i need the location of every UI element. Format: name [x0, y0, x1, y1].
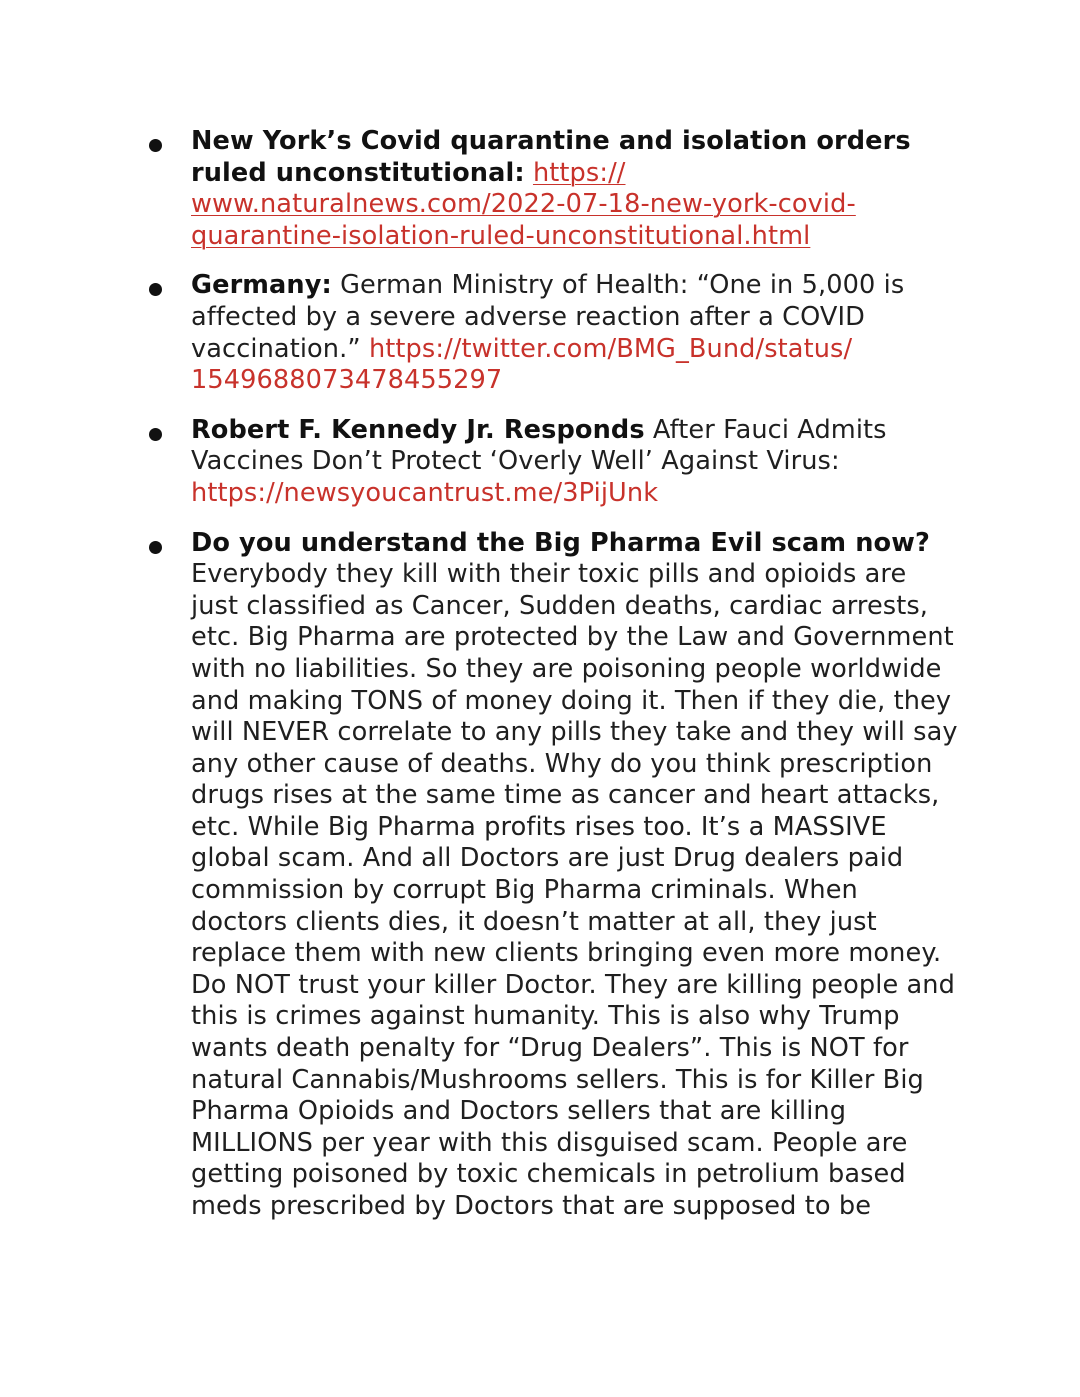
list-item-text [191, 270, 961, 396]
twitter-link[interactable]: https://twitter.com/BMG_Bund/status/ 1549688073478455297 [191, 333, 853, 396]
item-heading: Do you understand the Big Pharma Evil scam now? [191, 527, 930, 558]
list-item-big-pharma [0, 528, 1080, 1223]
naturalnews-link[interactable]: https:// www.naturalnews.com/2022-07-18-new-york-covid-quarantine-isolation-ruled-unconstitutional.html [191, 157, 856, 251]
bullet-icon [149, 139, 162, 152]
bullet-icon [149, 541, 162, 554]
item-body: German Ministry of Health: “One in 5,000 is affected by a severe adverse reaction after a COVID vaccination.” [191, 270, 905, 364]
newsyoucantrust-link[interactable]: https://newsyoucantrust.me/3PijUnk [191, 477, 659, 508]
bullet-icon [149, 283, 162, 296]
list-item-text [191, 528, 961, 1223]
item-heading: Germany: [191, 270, 332, 301]
list-item-germany [0, 270, 1080, 396]
list-item-ny-quarantine [0, 126, 1080, 252]
item-heading: Robert F. Kennedy Jr. Responds [191, 414, 645, 445]
list-item-text [191, 126, 961, 252]
bullet-list [0, 126, 1080, 1241]
bullet-icon [149, 428, 162, 441]
item-body: After Fauci Admits Vaccines Don’t Protect ‘Overly Well’ Against Virus: [191, 414, 887, 477]
item-body: Everybody they kill with their toxic pills and opioids are just classified as Cancer, Sudden deaths, cardiac arrests, etc. Big Pharma are protected by the Law and Government with no liabilities. So they are poisoning people worldwide and making TONS of money doing it. Then if they die, they will NEVER correlate to any pills they take and they will say any other cause of deaths. Why do you think prescription drugs rises at the same time as cancer and heart attacks, etc. While Big Pharma profits rises too. It’s a MASSIVE global scam. And all Doctors are just Drug dealers paid commission by corrupt Big Pharma criminals. When doctors clients dies, it doesn’t matter at all, they just replace them with new clients bringing even more money. Do NOT trust your killer Doctor. They are killing people and this is crimes against humanity. This is also why Trump wants death penalty for “Drug Dealers”. This is NOT for natural Cannabis/Mushrooms sellers. This is for Killer Big Pharma Opioids and Doctors sellers that are killing MILLIONS per year with this disguised scam. People are getting poisoned by toxic chemicals in petrolium based meds prescribed by Doctors that are supposed to be [191, 559, 958, 1221]
item-heading: New York’s Covid quarantine and isolation orders ruled unconstitutional: [191, 126, 911, 188]
list-item-text [191, 415, 961, 510]
list-item-rfk [0, 415, 1080, 510]
